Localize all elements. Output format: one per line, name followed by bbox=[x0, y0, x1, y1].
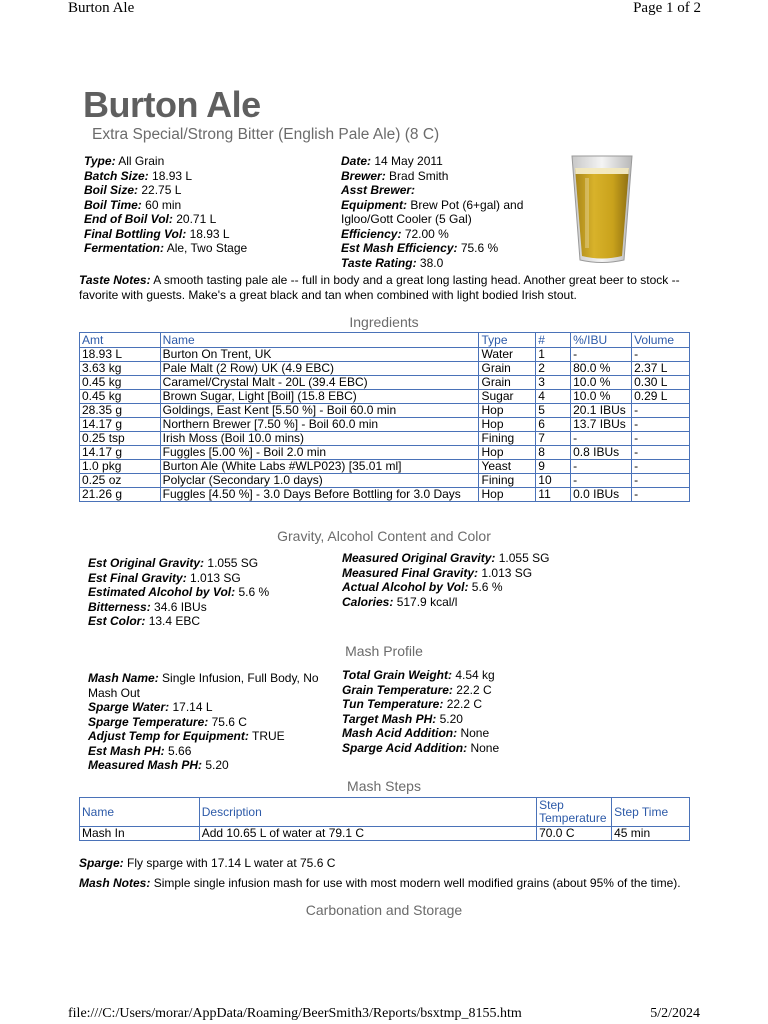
ingredients-cell: - bbox=[632, 460, 690, 474]
ingredients-cell: 0.30 L bbox=[632, 376, 690, 390]
ingredients-header: Volume bbox=[632, 333, 690, 348]
mash-info-value: 22.2 C bbox=[456, 682, 492, 697]
sparge-label: Sparge: bbox=[79, 856, 124, 870]
ingredients-cell: - bbox=[571, 474, 632, 488]
table-row bbox=[80, 390, 690, 404]
mash-info-label: Sparge Acid Addition: bbox=[342, 740, 468, 755]
mash-notes-text: Simple single infusion mash for use with most modern well modified grains (about 95% of the time). bbox=[153, 876, 681, 890]
recipe-info-row bbox=[341, 212, 523, 227]
beer-glass-icon bbox=[571, 154, 633, 266]
ingredients-cell: Fining bbox=[479, 474, 536, 488]
mash-info-row bbox=[88, 671, 319, 686]
mash-info-row bbox=[342, 712, 499, 727]
ingredients-cell: 0.45 kg bbox=[80, 376, 161, 390]
recipe-info-row bbox=[84, 212, 247, 227]
mash-steps-header: Step Time bbox=[612, 798, 690, 827]
taste-notes-label: Taste Notes: bbox=[79, 273, 151, 287]
mash-info-row bbox=[342, 683, 499, 698]
ingredients-cell: - bbox=[571, 432, 632, 446]
file-path: file:///C:/Users/morar/AppData/Roaming/BeerSmith3/Reports/bsxtmp_8155.htm bbox=[68, 1006, 522, 1021]
ingredients-cell: - bbox=[632, 418, 690, 432]
recipe-title: Burton Ale bbox=[83, 84, 261, 125]
gravity-info-value: 1.013 SG bbox=[190, 570, 241, 585]
ingredients-cell: Fuggles [5.00 %] - Boil 2.0 min bbox=[160, 446, 479, 460]
mash-info-row bbox=[88, 715, 319, 730]
recipe-info-value: Brad Smith bbox=[389, 168, 449, 183]
ingredients-cell: 13.7 IBUs bbox=[571, 418, 632, 432]
recipe-info-value: All Grain bbox=[118, 154, 165, 168]
mash-steps-cell: Add 10.65 L of water at 79.1 C bbox=[199, 827, 536, 841]
ingredients-cell: Caramel/Crystal Malt - 20L (39.4 EBC) bbox=[160, 376, 479, 390]
ingredients-cell: - bbox=[632, 432, 690, 446]
gravity-info-value: 5.6 % bbox=[238, 585, 270, 599]
mash-info-value: 75.6 C bbox=[211, 714, 247, 729]
ingredients-cell: - bbox=[632, 446, 690, 460]
mash-info-row bbox=[88, 686, 319, 701]
mash-steps-header: Description bbox=[199, 798, 536, 827]
ingredients-header: Amt bbox=[80, 333, 161, 348]
mash-info-value: 22.2 C bbox=[446, 697, 483, 711]
gravity-info-row bbox=[88, 614, 269, 629]
gravity-info-row bbox=[88, 556, 269, 571]
table-row bbox=[80, 362, 690, 376]
ingredients-cell: 28.35 g bbox=[80, 404, 161, 418]
recipe-info-value: 38.0 bbox=[419, 255, 444, 270]
ingredients-cell: Grain bbox=[479, 376, 536, 390]
gravity-info-value: 1.013 SG bbox=[481, 565, 533, 580]
table-row bbox=[80, 474, 690, 488]
sparge-text: Fly sparge with 17.14 L water at 75.6 C bbox=[127, 856, 336, 870]
recipe-info-value: Igloo/Gott Cooler (5 Gal) bbox=[341, 212, 472, 226]
ingredients-header: Type bbox=[479, 333, 536, 348]
recipe-info-row bbox=[84, 227, 247, 242]
ingredients-cell: Fuggles [4.50 %] - 3.0 Days Before Bottling for 3.0 Days bbox=[160, 488, 479, 502]
gravity-info-value: 34.6 IBUs bbox=[154, 599, 207, 614]
recipe-info-label: Boil Time: bbox=[84, 197, 142, 212]
recipe-info-row bbox=[341, 256, 523, 271]
section-gravity: Gravity, Alcohol Content and Color bbox=[277, 528, 491, 544]
recipe-info-row bbox=[341, 154, 523, 169]
ingredients-cell: - bbox=[632, 404, 690, 418]
recipe-info-label: End of Boil Vol: bbox=[84, 212, 173, 226]
ingredients-cell: 10.0 % bbox=[571, 376, 632, 390]
ingredients-cell: 6 bbox=[536, 418, 571, 432]
ingredients-cell: 7 bbox=[536, 432, 571, 446]
recipe-info-row bbox=[84, 169, 247, 184]
mash-info-right bbox=[342, 668, 499, 755]
gravity-info-label: Calories: bbox=[342, 594, 394, 609]
table-row bbox=[80, 446, 690, 460]
ingredients-cell: Polyclar (Secondary 1.0 days) bbox=[160, 474, 479, 488]
taste-notes bbox=[79, 273, 691, 302]
sparge-note bbox=[79, 856, 691, 871]
mash-info-row bbox=[342, 741, 499, 756]
ingredients-cell: Hop bbox=[479, 446, 536, 460]
mash-info-label: Sparge Temperature: bbox=[88, 714, 209, 729]
table-row bbox=[80, 488, 690, 502]
gravity-info-label: Est Color: bbox=[88, 614, 146, 628]
ingredients-cell: - bbox=[632, 474, 690, 488]
recipe-info-label: Fermentation: bbox=[84, 241, 165, 255]
mash-info-value: 4.54 kg bbox=[455, 668, 495, 682]
mash-info-label: Target Mash PH: bbox=[342, 711, 437, 726]
ingredients-header: Name bbox=[160, 333, 479, 348]
section-mash-steps: Mash Steps bbox=[347, 778, 421, 794]
page-header-title: Burton Ale bbox=[68, 0, 135, 16]
gravity-info-value: 517.9 kcal/l bbox=[396, 594, 458, 609]
table-row bbox=[80, 348, 690, 362]
mash-steps-table bbox=[79, 797, 690, 841]
gravity-info-label: Estimated Alcohol by Vol: bbox=[88, 585, 236, 599]
ingredients-cell: 0.45 kg bbox=[80, 390, 161, 404]
mash-info-value: Mash Out bbox=[88, 685, 141, 700]
ingredients-cell: 2 bbox=[536, 362, 571, 376]
gravity-info-value: 1.055 SG bbox=[498, 551, 550, 565]
recipe-info-label: Boil Size: bbox=[84, 183, 139, 197]
taste-notes-text: A smooth tasting pale ale -- full in body and a great long lasting head. Another great beer to stock -- favorite with guests. Make's a great black and tan when combined with light bodied Irish stout. bbox=[79, 273, 680, 302]
recipe-info-left bbox=[84, 154, 247, 256]
ingredients-cell: Hop bbox=[479, 488, 536, 502]
ingredients-cell: 14.17 g bbox=[80, 418, 161, 432]
mash-info-label: Sparge Water: bbox=[88, 700, 170, 714]
ingredients-cell: Fining bbox=[479, 432, 536, 446]
ingredients-cell: Goldings, East Kent [5.50 %] - Boil 60.0 min bbox=[160, 404, 479, 418]
mash-notes bbox=[79, 876, 691, 891]
ingredients-cell: 14.17 g bbox=[80, 446, 161, 460]
recipe-info-row bbox=[84, 241, 247, 256]
section-carbonation: Carbonation and Storage bbox=[305, 902, 463, 918]
ingredients-cell: 9 bbox=[536, 460, 571, 474]
recipe-info-value: 18.93 L bbox=[189, 226, 230, 241]
gravity-info-row bbox=[342, 595, 549, 610]
gravity-info-row bbox=[342, 580, 549, 595]
recipe-info-row bbox=[84, 198, 247, 213]
table-row bbox=[80, 376, 690, 390]
recipe-info-label: Equipment: bbox=[341, 197, 407, 212]
gravity-info-label: Actual Alcohol by Vol: bbox=[342, 580, 469, 594]
gravity-info-value: 1.055 SG bbox=[207, 556, 259, 570]
mash-info-left bbox=[88, 671, 319, 773]
mash-steps-header: Step Temperature bbox=[537, 798, 612, 827]
ingredients-cell: 20.1 IBUs bbox=[571, 404, 632, 418]
mash-info-row bbox=[342, 726, 499, 741]
mash-info-value: 5.66 bbox=[168, 743, 192, 758]
ingredients-cell: 10 bbox=[536, 474, 571, 488]
ingredients-cell: - bbox=[632, 488, 690, 502]
ingredients-cell: Grain bbox=[479, 362, 536, 376]
mash-info-row bbox=[342, 697, 499, 712]
gravity-info-label: Est Original Gravity: bbox=[88, 556, 205, 570]
ingredients-cell: 5 bbox=[536, 404, 571, 418]
mash-info-row bbox=[88, 700, 319, 715]
ingredients-cell: 1 bbox=[536, 348, 571, 362]
mash-info-value: None bbox=[470, 740, 500, 755]
ingredients-cell: Pale Malt (2 Row) UK (4.9 EBC) bbox=[160, 362, 479, 376]
mash-info-value: 5.20 bbox=[205, 758, 229, 772]
recipe-info-value: 60 min bbox=[145, 197, 182, 212]
gravity-info-row bbox=[88, 600, 269, 615]
mash-info-label: Measured Mash PH: bbox=[88, 758, 203, 772]
recipe-info-label: Date: bbox=[341, 154, 372, 168]
ingredients-cell: 4 bbox=[536, 390, 571, 404]
mash-notes-label: Mash Notes: bbox=[79, 876, 151, 890]
mash-info-label: Adjust Temp for Equipment: bbox=[88, 729, 249, 743]
gravity-info-row bbox=[88, 585, 269, 600]
ingredients-cell: Water bbox=[479, 348, 536, 362]
ingredients-cell: 8 bbox=[536, 446, 571, 460]
ingredients-cell: Hop bbox=[479, 418, 536, 432]
gravity-info-label: Bitterness: bbox=[88, 599, 151, 614]
ingredients-cell: 0.0 IBUs bbox=[571, 488, 632, 502]
ingredients-header: %/IBU bbox=[571, 333, 632, 348]
mash-info-value: 5.20 bbox=[439, 711, 463, 726]
mash-info-label: Total Grain Weight: bbox=[342, 668, 452, 682]
recipe-info-value: 22.75 L bbox=[141, 183, 182, 197]
ingredients-cell: Hop bbox=[479, 404, 536, 418]
mash-info-label: Tun Temperature: bbox=[342, 697, 444, 711]
mash-info-value: TRUE bbox=[252, 729, 285, 743]
ingredients-cell: 0.25 oz bbox=[80, 474, 161, 488]
ingredients-cell: 2.37 L bbox=[632, 362, 690, 376]
table-row bbox=[80, 404, 690, 418]
recipe-info-row bbox=[341, 227, 523, 242]
mash-info-row bbox=[88, 744, 319, 759]
recipe-info-label: Asst Brewer: bbox=[341, 183, 416, 197]
table-row bbox=[80, 460, 690, 474]
mash-steps-cell: 45 min bbox=[612, 827, 690, 841]
ingredients-cell: 0.8 IBUs bbox=[571, 446, 632, 460]
mash-info-row bbox=[88, 729, 319, 744]
ingredients-cell: 10.0 % bbox=[571, 390, 632, 404]
gravity-info-left bbox=[88, 556, 269, 629]
recipe-info-value: Brew Pot (6+gal) and bbox=[410, 197, 524, 212]
recipe-info-label: Final Bottling Vol: bbox=[84, 226, 187, 241]
gravity-info-value: 5.6 % bbox=[471, 580, 503, 594]
ingredients-cell: - bbox=[571, 348, 632, 362]
recipe-info-label: Est Mash Efficiency: bbox=[341, 241, 458, 255]
recipe-info-value: 75.6 % bbox=[460, 241, 499, 255]
ingredients-cell: 3 bbox=[536, 376, 571, 390]
ingredients-table bbox=[79, 332, 690, 502]
ingredients-cell: 1.0 pkg bbox=[80, 460, 161, 474]
mash-steps-cell: Mash In bbox=[80, 827, 200, 841]
ingredients-cell: 80.0 % bbox=[571, 362, 632, 376]
ingredients-cell: 21.26 g bbox=[80, 488, 161, 502]
ingredients-cell: Irish Moss (Boil 10.0 mins) bbox=[160, 432, 479, 446]
table-row bbox=[80, 418, 690, 432]
recipe-style: Extra Special/Strong Bitter (English Pale Ale) (8 C) bbox=[92, 126, 440, 143]
mash-info-value: None bbox=[460, 726, 490, 740]
gravity-info-label: Est Final Gravity: bbox=[88, 570, 187, 585]
gravity-info-right bbox=[342, 551, 549, 609]
gravity-info-row bbox=[342, 551, 549, 566]
ingredients-cell: 3.63 kg bbox=[80, 362, 161, 376]
recipe-info-value: 72.00 % bbox=[404, 226, 449, 241]
ingredients-cell: Burton On Trent, UK bbox=[160, 348, 479, 362]
recipe-info-row bbox=[341, 198, 523, 213]
ingredients-cell: - bbox=[571, 460, 632, 474]
mash-info-row bbox=[88, 758, 319, 773]
mash-info-label: Mash Acid Addition: bbox=[342, 726, 458, 740]
gravity-info-row bbox=[342, 566, 549, 581]
page-number: Page 1 of 2 bbox=[633, 0, 701, 16]
ingredients-cell: Yeast bbox=[479, 460, 536, 474]
ingredients-cell: Northern Brewer [7.50 %] - Boil 60.0 min bbox=[160, 418, 479, 432]
ingredients-cell: 0.29 L bbox=[632, 390, 690, 404]
table-row bbox=[80, 827, 690, 841]
recipe-info-label: Type: bbox=[84, 154, 116, 168]
mash-steps-header: Name bbox=[80, 798, 200, 827]
ingredients-cell: Brown Sugar, Light [Boil] (15.8 EBC) bbox=[160, 390, 479, 404]
mash-steps-cell: 70.0 C bbox=[537, 827, 612, 841]
section-mash-profile: Mash Profile bbox=[345, 643, 423, 659]
recipe-info-label: Efficiency: bbox=[341, 226, 402, 241]
recipe-info-value: 18.93 L bbox=[152, 168, 193, 183]
ingredients-cell: 18.93 L bbox=[80, 348, 161, 362]
gravity-info-row bbox=[88, 571, 269, 586]
table-row bbox=[80, 432, 690, 446]
ingredients-cell: 11 bbox=[536, 488, 571, 502]
recipe-info-row bbox=[341, 169, 523, 184]
recipe-info-label: Taste Rating: bbox=[341, 255, 417, 270]
gravity-info-label: Measured Original Gravity: bbox=[342, 551, 496, 565]
print-date: 5/2/2024 bbox=[650, 1006, 700, 1021]
section-ingredients: Ingredients bbox=[349, 314, 419, 330]
recipe-info-value: Ale, Two Stage bbox=[166, 241, 248, 255]
ingredients-header: # bbox=[536, 333, 571, 348]
mash-info-value: 17.14 L bbox=[172, 700, 213, 714]
mash-info-label: Est Mash PH: bbox=[88, 743, 165, 758]
recipe-info-right bbox=[341, 154, 523, 270]
mash-info-label: Grain Temperature: bbox=[342, 682, 453, 697]
recipe-info-row bbox=[341, 241, 523, 256]
recipe-info-row bbox=[84, 154, 247, 169]
recipe-info-value: 14 May 2011 bbox=[374, 154, 443, 168]
recipe-info-row bbox=[84, 183, 247, 198]
recipe-info-label: Batch Size: bbox=[84, 168, 149, 183]
ingredients-cell: 0.25 tsp bbox=[80, 432, 161, 446]
ingredients-cell: - bbox=[632, 348, 690, 362]
mash-info-row bbox=[342, 668, 499, 683]
recipe-info-value: 20.71 L bbox=[176, 212, 217, 226]
gravity-info-label: Measured Final Gravity: bbox=[342, 565, 479, 580]
ingredients-cell: Sugar bbox=[479, 390, 536, 404]
recipe-info-row bbox=[341, 183, 523, 198]
mash-info-label: Mash Name: bbox=[88, 671, 159, 685]
recipe-info-label: Brewer: bbox=[341, 168, 386, 183]
mash-info-value: Single Infusion, Full Body, No bbox=[162, 671, 319, 685]
gravity-info-value: 13.4 EBC bbox=[148, 614, 201, 628]
ingredients-cell: Burton Ale (White Labs #WLP023) [35.01 ml] bbox=[160, 460, 479, 474]
